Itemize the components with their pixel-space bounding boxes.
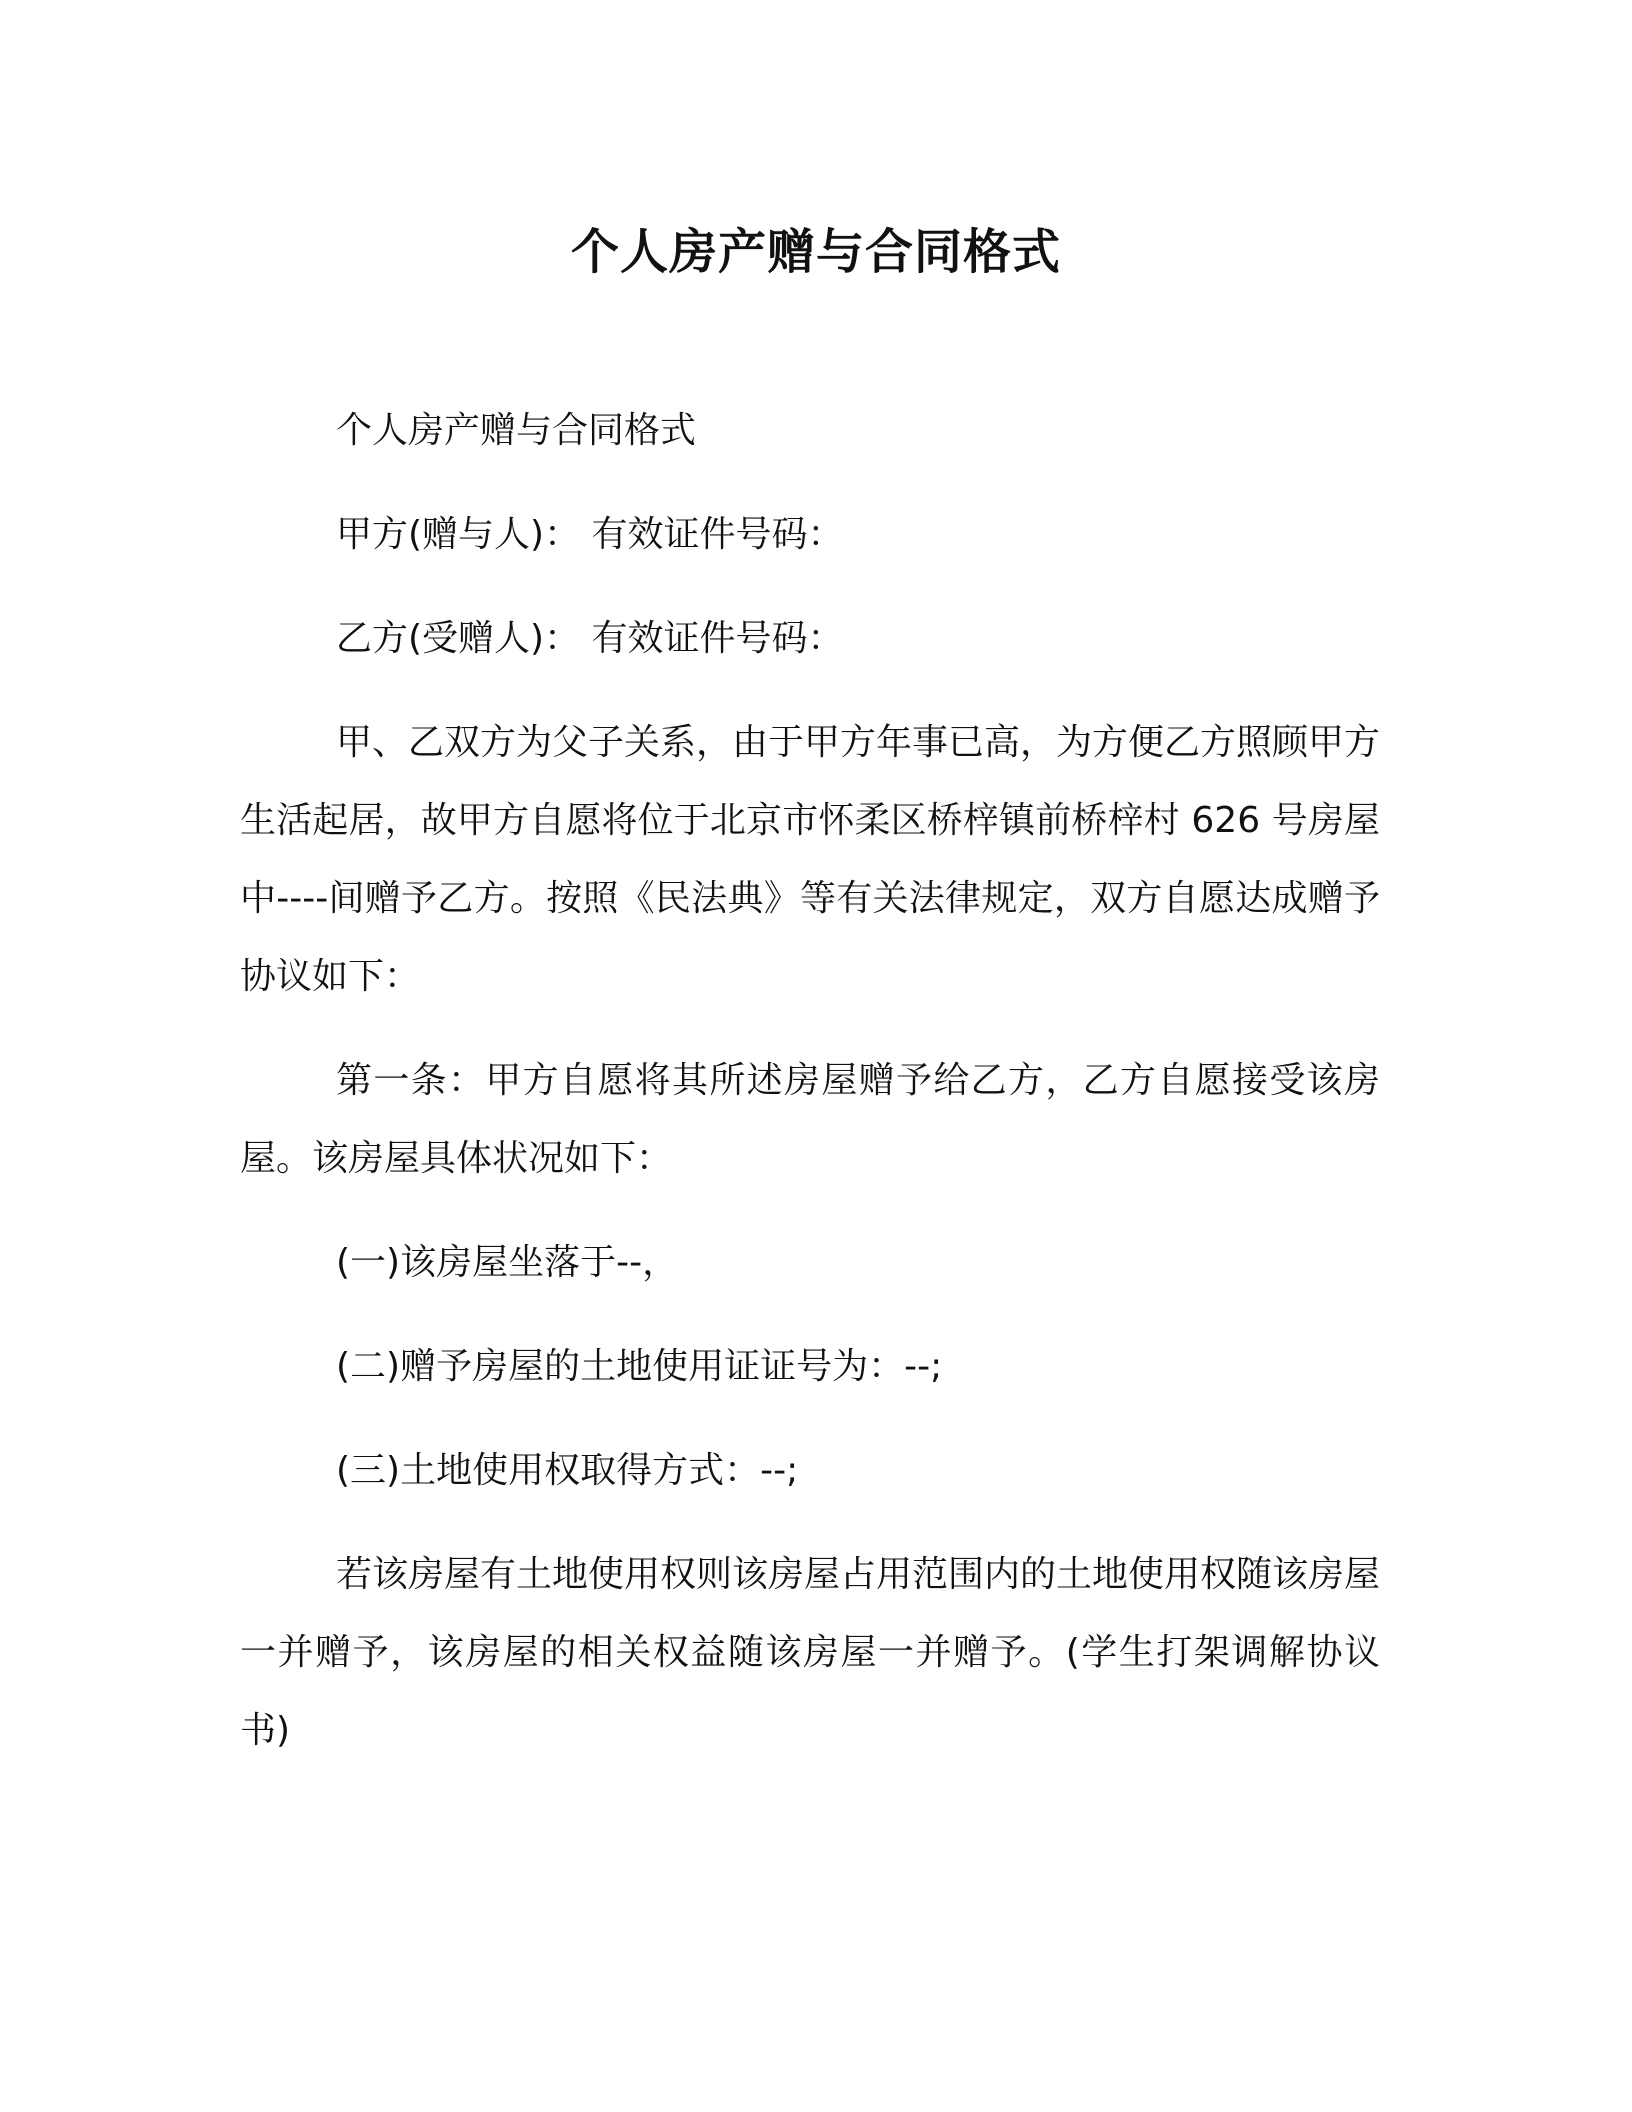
item-three-land-acquisition: (三)土地使用权取得方式：--;	[336, 1450, 799, 1491]
subtitle-paragraph: 个人房产赠与合同格式	[336, 410, 697, 451]
item-two-land-certificate: (二)赠予房屋的土地使用证证号为：--;	[336, 1346, 943, 1387]
land-rights-paragraph: 若该房屋有土地使用权则该房屋占用范围内的土地使用权随该房屋一并赠予，该房屋的相关权益随该房屋一并赠予。(学生打架调解协议书)	[240, 1554, 1381, 1751]
relationship-paragraph: 甲、乙双方为父子关系，由于甲方年事已高，为方便乙方照顾甲方生活起居，故甲方自愿将位于北京市怀柔区桥梓镇前桥梓村 626 号房屋中----间赠予乙方。按照《民法典》等有关法律规定，双方自愿达成赠予协议如下：	[240, 722, 1381, 997]
item-one-location: (一)该房屋坐落于--，	[336, 1242, 679, 1283]
party-a-line: 甲方(赠与人)： 有效证件号码：	[336, 514, 844, 555]
party-b-line: 乙方(受赠人)： 有效证件号码：	[336, 618, 844, 659]
article-one-paragraph: 第一条：甲方自愿将其所述房屋赠予给乙方，乙方自愿接受该房屋。该房屋具体状况如下：	[240, 1060, 1380, 1179]
document-body	[240, 392, 1380, 1796]
document-title: 个人房产赠与合同格式	[570, 224, 1061, 280]
